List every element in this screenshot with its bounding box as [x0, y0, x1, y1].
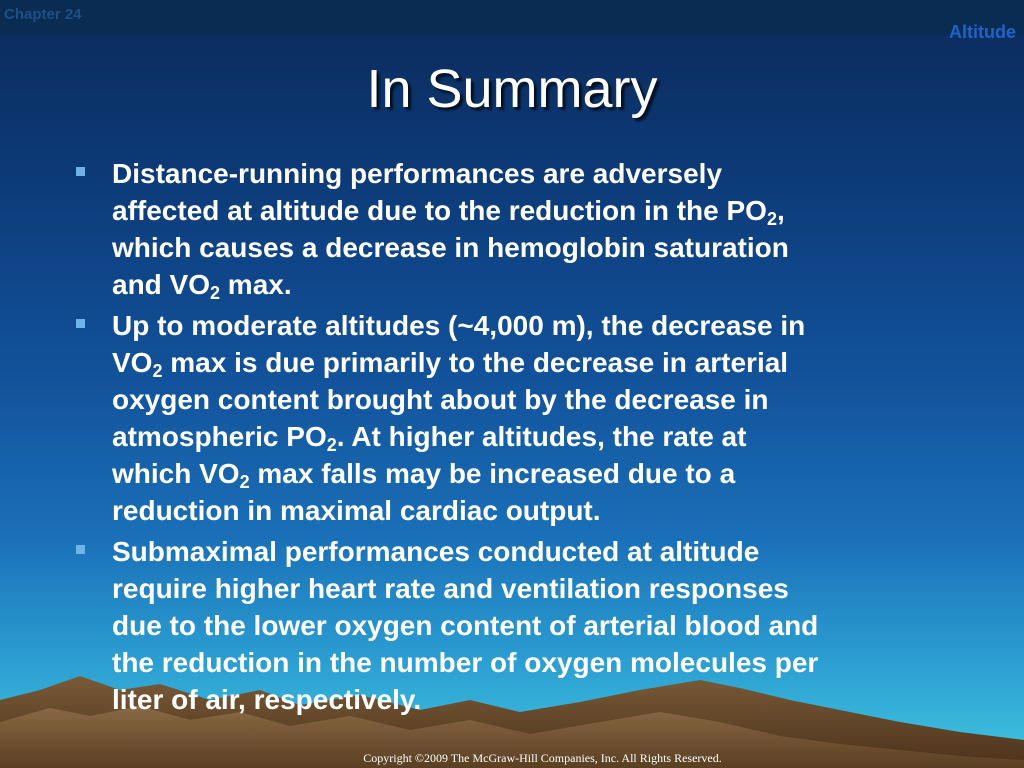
square-bullet-icon — [76, 545, 85, 554]
copyright-footer: Copyright ©2009 The McGraw-Hill Companies, Inc. All Rights Reserved. — [363, 751, 722, 765]
square-bullet-icon — [76, 167, 85, 176]
slide-title: In Summary — [366, 59, 658, 119]
chapter-label: Chapter 24 — [4, 6, 82, 23]
bullet-item: Up to moderate altitudes (~4,000 m), the decrease in $VO_2$ max is due primarily to the decrease in arterial oxygen content brought about by the decrease in atmospheric $PO_2$. At higher altitudes, the rate at which $VO_2$ max falls may be increased due to a reduction in maximal cardiac output. — [72, 307, 982, 529]
bullet-item: Submaximal performances conducted at altitude require higher heart rate and ventilation responses due to the lower oxygen content of arterial blood and the reduction in the number of oxygen molecules per liter of air, respectively. — [72, 533, 982, 718]
bullet-list — [72, 155, 982, 722]
square-bullet-icon — [76, 319, 85, 328]
bullet-item: Distance-running performances are adversely affected at altitude due to the reduction in the $PO_2$, which causes a decrease in hemoglobin saturation and $VO_2$ max. — [72, 155, 982, 303]
section-label: Altitude — [949, 22, 1016, 42]
